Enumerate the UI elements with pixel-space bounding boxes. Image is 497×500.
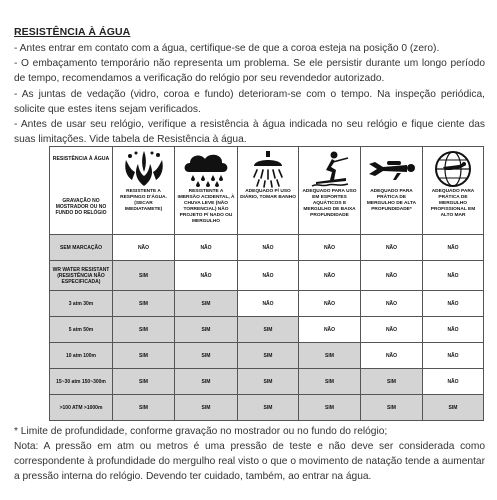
table-cell: NÃO	[361, 291, 423, 317]
table-cell: SIM	[175, 343, 238, 369]
table-cell: NÃO	[423, 235, 484, 261]
table-cell: NÃO	[423, 291, 484, 317]
table-cell: SIM	[238, 369, 299, 395]
column-label: RESISTENTE A RESPINGO D'ÁGUA. (SECAR IMEDIATAMETE)	[120, 189, 167, 212]
table-row	[50, 395, 484, 421]
table-cell: SIM	[299, 369, 361, 395]
table-cell: NÃO	[361, 235, 423, 261]
table-cell: SIM	[238, 395, 299, 421]
water-ski-icon	[308, 150, 352, 188]
table-row	[50, 235, 484, 261]
table-cell: NÃO	[113, 235, 175, 261]
column-label: ADEQUADO P/ USO DIÁRIO, TOMAR BANHO	[240, 189, 296, 200]
table-cell: NÃO	[361, 317, 423, 343]
row-label: 3 atm 30m	[50, 291, 113, 317]
paragraph-limits: - Antes de usar seu relógio, verifique a resistência à água indicada no seu relógio e fique ciente das suas limitações. Vide tabela de Resistência à água.	[14, 119, 485, 146]
table-cell: NÃO	[361, 261, 423, 291]
column-label: ADEQUADO PARA PRÁTICA DE MERGULHO DE ALTA PROFUNDIDADE*	[366, 189, 417, 212]
column-header-splash	[113, 147, 175, 235]
table-cell: SIM	[113, 261, 175, 291]
table-cell: NÃO	[423, 369, 484, 395]
table-cell: SIM	[299, 343, 361, 369]
row-label: SEM MARCAÇÃO	[50, 235, 113, 261]
footnote-pressure-note: Nota: A pressão em atm ou metros é uma pressão de teste e não deve ser considerada como correspondente à profundidade do mergulho real visto o que o movimento de natação tende a aumentar a pressão interna do relógio. Devendo ter cuidado, também, ao entrar na água.	[14, 441, 485, 482]
water-resistance-table	[49, 146, 484, 421]
shower-icon	[245, 150, 291, 188]
column-header-rain	[175, 147, 238, 235]
table-cell: NÃO	[423, 261, 484, 291]
table-cell: NÃO	[423, 343, 484, 369]
table-cell: SIM	[175, 291, 238, 317]
page-title: RESISTÊNCIA À ÁGUA	[14, 26, 131, 38]
row-label: 10 atm 100m	[50, 343, 113, 369]
table-row	[50, 369, 484, 395]
row-label: WR WATER RESISTANT (RESISTÊNCIA NÃO ESPECIFICADA)	[50, 261, 113, 291]
column-header-shower	[238, 147, 299, 235]
table-cell: NÃO	[299, 235, 361, 261]
paragraph-crown: - Antes entrar em contato com a água, certifique-se de que a coroa esteja na posição 0 (zero).	[14, 43, 440, 54]
paragraph-seals: - As juntas de vedação (vidro, coroa e fundo) deterioram-se com o tempo. Na inspeção periódica, solicite que estes itens sejam verificados.	[14, 89, 485, 116]
corner-title: RESISTÊNCIA À ÁGUA	[52, 156, 110, 162]
rain-cloud-icon	[181, 150, 231, 188]
table-cell: SIM	[175, 317, 238, 343]
table-row	[50, 261, 484, 291]
table-cell: NÃO	[238, 235, 299, 261]
table-cell: SIM	[113, 343, 175, 369]
row-label: >100 ATM >1000m	[50, 395, 113, 421]
splash-icon	[122, 150, 166, 188]
table-cell: SIM	[175, 395, 238, 421]
table-cell: SIM	[113, 317, 175, 343]
table-cell: NÃO	[175, 261, 238, 291]
table-cell: NÃO	[299, 291, 361, 317]
table-cell: SIM	[361, 395, 423, 421]
table-header-row	[50, 147, 484, 235]
table-cell: SIM	[113, 395, 175, 421]
row-label: 15~30 atm 150~300m	[50, 369, 113, 395]
table-cell: NÃO	[175, 235, 238, 261]
globe-icon	[433, 149, 473, 189]
table-row	[50, 317, 484, 343]
table-cell: NÃO	[361, 343, 423, 369]
table-cell: SIM	[299, 395, 361, 421]
row-label: 5 atm 50m	[50, 317, 113, 343]
table-cell: NÃO	[299, 317, 361, 343]
diver-icon	[367, 154, 417, 184]
column-label: ADEQUADO PARA USO EM ESPORTES AQUÁTICOS E MERGULHO DE BAIXA PROFUNDIDADE	[302, 189, 357, 218]
table-cell: SIM	[113, 291, 175, 317]
table-cell: SIM	[423, 395, 484, 421]
table-cell: NÃO	[238, 261, 299, 291]
table-cell: SIM	[238, 343, 299, 369]
table-cell: SIM	[238, 317, 299, 343]
table-cell: NÃO	[299, 261, 361, 291]
table-row	[50, 343, 484, 369]
table-cell: SIM	[113, 369, 175, 395]
corner-subtitle: GRAVAÇÃO NO MOSTRADOR OU NO FUNDO DO RELÓGIO	[55, 198, 107, 216]
table-row	[50, 291, 484, 317]
paragraph-fogging: - O embaçamento temporário não representa um problema. Se ele persistir durante um longo período de tempo, recomendamos a verificação do relógio por seu revendedor autorizado.	[14, 58, 485, 85]
column-label: RESISTENTE A IMERSÃO ACIDENTAL, À CHUVA LEVE (NÃO TORRENCIAL) NÃO PROJETO P/ NADO OU MERGULHO	[177, 189, 235, 224]
column-header-water-sports	[299, 147, 361, 235]
column-header-professional-diving	[423, 147, 484, 235]
table-cell: NÃO	[423, 317, 484, 343]
footnote-depth-limit: * Limite de profundidade, conforme gravação no mostrador ou no fundo do relógio;	[14, 426, 388, 437]
column-label: ADEQUADO PARA PRÁTICA DE MERGULHO PROFISSIONAL EM ALTO MAR	[430, 189, 476, 218]
table-cell: NÃO	[238, 291, 299, 317]
table-cell: SIM	[361, 369, 423, 395]
table-cell: SIM	[175, 369, 238, 395]
column-header-deep-diving	[361, 147, 423, 235]
table-corner-cell	[50, 147, 113, 235]
